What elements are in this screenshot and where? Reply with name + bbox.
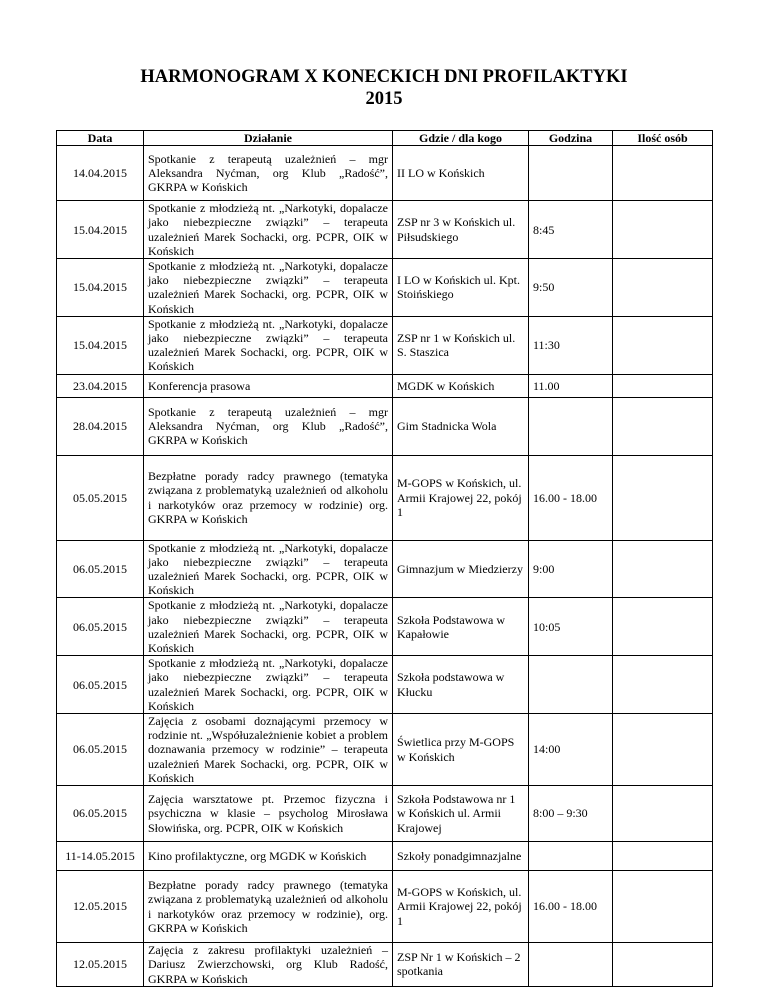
row-time (529, 842, 613, 871)
row-time (529, 656, 613, 714)
row-time: 9:50 (529, 259, 613, 317)
table-row (57, 374, 713, 397)
row-activity: Spotkanie z terapeutą uzależnień – mgr Aleksandra Nyćman, org Klub „Radość”, GKRPA w Końskich (144, 146, 393, 201)
row-place: Szkoła podstawowa w Kłucku (393, 656, 529, 714)
row-time (529, 146, 613, 201)
row-count (613, 540, 713, 598)
table-row (57, 540, 713, 598)
row-count (613, 786, 713, 842)
header-place: Gdzie / dla kogo (393, 131, 529, 146)
row-time: 8:00 – 9:30 (529, 786, 613, 842)
table-row (57, 943, 713, 987)
row-count (613, 455, 713, 540)
table-row (57, 786, 713, 842)
row-time: 10:05 (529, 598, 613, 656)
table-header-row (57, 131, 713, 146)
row-count (613, 943, 713, 987)
document-title (0, 66, 768, 110)
row-place: Szkoła Podstawowa nr 1 w Końskich ul. Armii Krajowej (393, 786, 529, 842)
row-activity: Spotkanie z młodzieżą nt. „Narkotyki, dopalacze jako niebezpieczne związki” – terapeuta uzależnień Marek Sochacki, org. PCPR, OIK w Końskich (144, 259, 393, 317)
row-count (613, 374, 713, 397)
row-place: ZSP nr 3 w Końskich ul. Piłsudskiego (393, 201, 529, 259)
row-date: 15.04.2015 (57, 259, 144, 317)
row-date: 15.04.2015 (57, 316, 144, 374)
row-date: 11-14.05.2015 (57, 842, 144, 871)
row-activity: Zajęcia z osobami doznającymi przemocy w rodzinie nt. „Współuzależnienie kobiet a problem doznawania przemocy w rodzinie” – terapeuta uzależnień Marek Sochacki, org. PCPR, OIK w Końskich (144, 714, 393, 786)
row-activity: Spotkanie z młodzieżą nt. „Narkotyki, dopalacze jako niebezpieczne związki” – terapeuta uzależnień Marek Sochacki, org. PCPR, OIK w Końskich (144, 598, 393, 656)
row-time: 8:45 (529, 201, 613, 259)
row-place: ZSP Nr 1 w Końskich – 2 spotkania (393, 943, 529, 987)
header-date: Data (57, 131, 144, 146)
row-time: 11:30 (529, 316, 613, 374)
row-count (613, 201, 713, 259)
row-time: 16.00 - 18.00 (529, 871, 613, 943)
table-row (57, 397, 713, 455)
schedule-table (56, 130, 713, 987)
title-line-1: HARMONOGRAM X KONECKICH DNI PROFILAKTYKI (140, 67, 628, 87)
row-place: Gimnazjum w Miedzierzy (393, 540, 529, 598)
row-place: M-GOPS w Końskich, ul. Armii Krajowej 22, pokój 1 (393, 455, 529, 540)
row-count (613, 714, 713, 786)
table-row (57, 201, 713, 259)
row-time: 11.00 (529, 374, 613, 397)
row-place: Gim Stadnicka Wola (393, 397, 529, 455)
header-activity: Działanie (144, 131, 393, 146)
table-row (57, 146, 713, 201)
row-time: 9:00 (529, 540, 613, 598)
title-line-2: 2015 (365, 89, 403, 109)
header-time: Godzina (529, 131, 613, 146)
header-count: Ilość osób (613, 131, 713, 146)
row-count (613, 598, 713, 656)
row-date: 05.05.2015 (57, 455, 144, 540)
row-date: 28.04.2015 (57, 397, 144, 455)
row-time: 16.00 - 18.00 (529, 455, 613, 540)
table-row (57, 656, 713, 714)
row-activity: Kino profilaktyczne, org MGDK w Końskich (144, 842, 393, 871)
row-date: 23.04.2015 (57, 374, 144, 397)
row-count (613, 316, 713, 374)
row-activity: Bezpłatne porady radcy prawnego (tematyka związana z problematyką uzależnień od alkoholu i narkotyków oraz przemocy w rodzinie), org. GKRPA w Końskich (144, 871, 393, 943)
row-date: 12.05.2015 (57, 943, 144, 987)
row-count (613, 871, 713, 943)
row-place: MGDK w Końskich (393, 374, 529, 397)
row-count (613, 259, 713, 317)
row-date: 14.04.2015 (57, 146, 144, 201)
table-row (57, 259, 713, 317)
row-place: Szkoły ponadgimnazjalne (393, 842, 529, 871)
row-date: 15.04.2015 (57, 201, 144, 259)
row-count (613, 656, 713, 714)
row-place: M-GOPS w Końskich, ul. Armii Krajowej 22, pokój 1 (393, 871, 529, 943)
table-row (57, 871, 713, 943)
row-count (613, 842, 713, 871)
row-place: ZSP nr 1 w Końskich ul. S. Staszica (393, 316, 529, 374)
row-date: 06.05.2015 (57, 598, 144, 656)
row-date: 06.05.2015 (57, 786, 144, 842)
row-activity: Spotkanie z młodzieżą nt. „Narkotyki, dopalacze jako niebezpieczne związki” – terapeuta uzależnień Marek Sochacki, org. PCPR, OIK w Końskich (144, 201, 393, 259)
row-activity: Zajęcia z zakresu profilaktyki uzależnień – Dariusz Zwierzchowski, org Klub Radość, GKRPA w Końskich (144, 943, 393, 987)
row-time (529, 397, 613, 455)
table-row (57, 714, 713, 786)
row-count (613, 146, 713, 201)
table-row (57, 316, 713, 374)
row-count (613, 397, 713, 455)
row-date: 06.05.2015 (57, 540, 144, 598)
row-activity: Spotkanie z młodzieżą nt. „Narkotyki, dopalacze jako niebezpieczne związki” – terapeuta uzależnień Marek Sochacki, org. PCPR, OIK w Końskich (144, 656, 393, 714)
row-date: 06.05.2015 (57, 656, 144, 714)
row-activity: Spotkanie z młodzieżą nt. „Narkotyki, dopalacze jako niebezpieczne związki” – terapeuta uzależnień Marek Sochacki, org. PCPR, OIK w Końskich (144, 316, 393, 374)
row-place: Szkoła Podstawowa w Kapałowie (393, 598, 529, 656)
row-place: I LO w Końskich ul. Kpt. Stoińskiego (393, 259, 529, 317)
row-time: 14:00 (529, 714, 613, 786)
row-activity: Bezpłatne porady radcy prawnego (tematyka związana z problematyką uzależnień od alkoholu i narkotyków oraz przemocy w rodzinie) org. GKRPA w Końskich (144, 455, 393, 540)
row-place: Świetlica przy M-GOPS w Końskich (393, 714, 529, 786)
row-time (529, 943, 613, 987)
row-date: 12.05.2015 (57, 871, 144, 943)
row-activity: Spotkanie z terapeutą uzależnień – mgr Aleksandra Nyćman, org Klub „Radość”, GKRPA w Końskich (144, 397, 393, 455)
row-activity: Spotkanie z młodzieżą nt. „Narkotyki, dopalacze jako niebezpieczne związki” – terapeuta uzależnień Marek Sochacki, org. PCPR, OIK w Końskich (144, 540, 393, 598)
row-activity: Zajęcia warsztatowe pt. Przemoc fizyczna i psychiczna w klasie – psycholog Mirosława Słowińska, org. PCPR, OIK w Końskich (144, 786, 393, 842)
row-date: 06.05.2015 (57, 714, 144, 786)
table-row (57, 842, 713, 871)
row-activity: Konferencja prasowa (144, 374, 393, 397)
table-row (57, 455, 713, 540)
table-row (57, 598, 713, 656)
table-body (57, 146, 713, 987)
row-place: II LO w Końskich (393, 146, 529, 201)
